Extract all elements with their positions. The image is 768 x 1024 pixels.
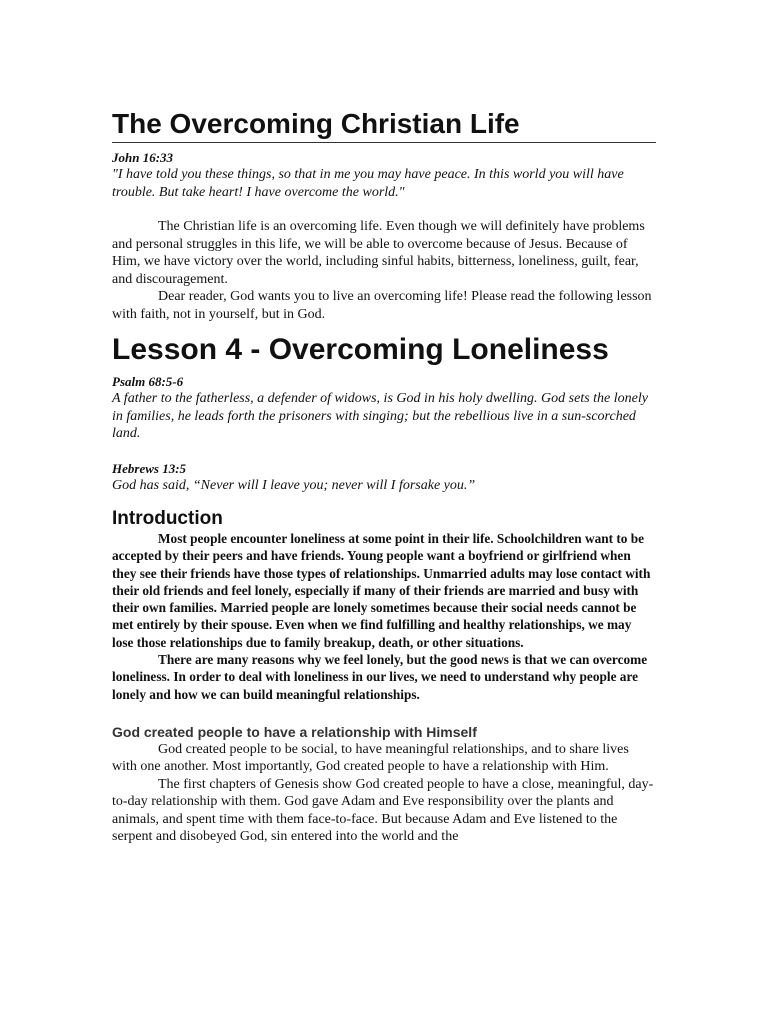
intro-paragraph-1: The Christian life is an overcoming life. Even though we will definitely have problems and personal struggles in this life, we will be able to overcome because of Jesus. Because of Him, we have victory over the world, including sinful habits, bitterness, loneliness, guilt, fear, and discouragement. [112,219,645,287]
document-page [112,108,656,846]
section-heading: God created people to have a relationship with Himself [112,723,477,740]
document-title: The Overcoming Christian Life [112,108,520,139]
section-paragraph-2: The first chapters of Genesis show God created people to have a close, meaningful, day-to-day relationship with them. God gave Adam and Eve responsibility over the plants and animals, and spent time with them face-to-face. But because Adam and Eve listened to the serpent and disobeyed God, sin entered into the world and the [112,776,654,845]
intro-scripture-verse: "I have told you these things, so that in me you may have peace. In this world you will have trouble. But take heart! I have overcome the world." [112,167,624,200]
introduction-paragraph-1: Most people encounter loneliness at some point in their life. Schoolchildren want to be accepted by their peers and have friends. Young people want a boyfriend or girlfriend when they see their friends have those types of relationships. Unmarried adults may lose contact with their old friends and feel lonely, especially if many of their friends are married and busy with their own families. Married people are lonely sometimes because their social needs cannot be met entirely by their spouse. Even when we find fulfilling and healthy relationships, we may lose those relationships due to family breakup, death, or other situations. [112,531,651,650]
introduction-paragraph-2: There are many reasons why we feel lonely, but the good news is that we can overcome loneliness. In order to deal with loneliness in our lives, we need to understand why people are lonely and how we can build meaningful relationships. [112,652,648,702]
lesson-scripture-reference-1: Psalm 68:5-6 [112,374,184,389]
lesson-scripture-reference-2: Hebrews 13:5 [112,460,187,476]
lesson-title: Lesson 4 - Overcoming Loneliness [112,333,609,366]
intro-scripture-reference: John 16:33 [112,150,174,165]
introduction-heading: Introduction [112,508,223,529]
lesson-scripture-verse-2: God has said, “Never will I leave you; never will I forsake you.” [112,477,476,493]
lesson-scripture-verse-1: A father to the fatherless, a defender of widows, is God in his holy dwelling. God sets the lonely in families, he leads forth the prisoners with singing; but the rebellious live in a sun-scorched land. [112,391,648,441]
intro-paragraph-2: Dear reader, God wants you to live an overcoming life! Please read the following lesson with faith, not in yourself, but in God. [112,289,652,322]
section-paragraph-1: God created people to be social, to have meaningful relationships, and to share lives with one another. Most importantly, God created people to have a relationship with Him. [112,741,629,775]
